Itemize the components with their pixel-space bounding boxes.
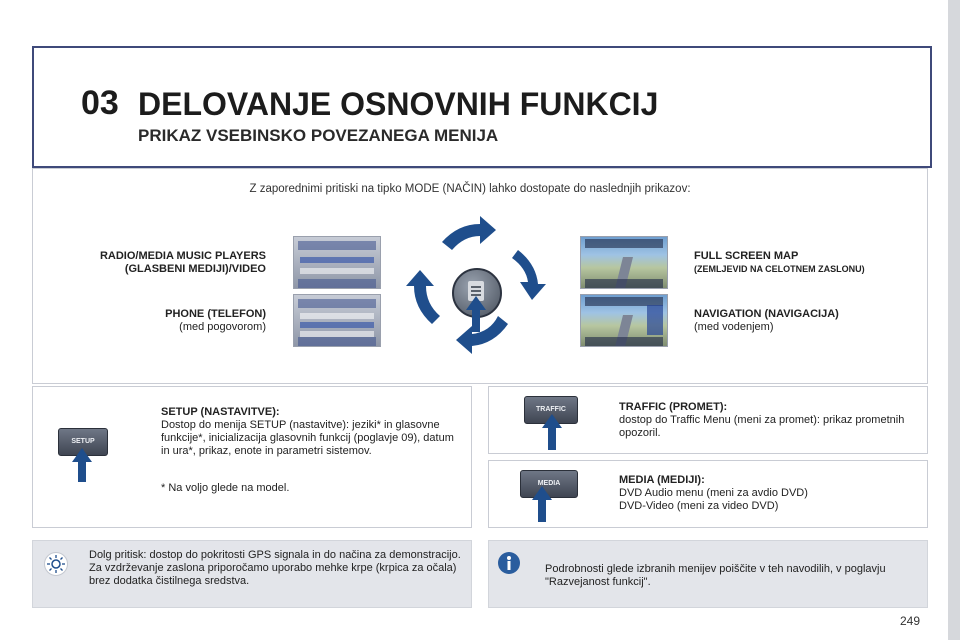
setup-footnote: * Na voljo glede na model. [161,482,290,494]
tip-note-text [89,549,461,588]
press-arrow-icon [466,296,486,332]
info-icon [498,552,520,574]
setup-text: Dostop do menija SETUP (nastavitve): jeziki* in glasovne funkcije*, inicializacija glasovnih funkcij (poglavje 09), datum in ura*, prikaz, enote in parametri sistemov. [161,419,454,457]
intro-text: Z zaporednimi pritiski na tipko MODE (NAČIN) lahko dostopate do naslednjih prikazov: [249,183,691,195]
radio-media-subtitle: (GLASBENI MEDIJI)/VIDEO [124,263,266,275]
tip-note-line-2: Za vzdrževanje zaslona priporočamo uporabo mehke krpe (krpica za očala) brez dodatka čistilnega sredstva. [89,562,457,587]
map-subtitle: (ZEMLJEVID NA CELOTNEM ZASLONU) [694,264,865,274]
media-line-2: DVD-Video (meni za video DVD) [619,500,779,512]
page-subtitle: PRIKAZ VSEBINSKO POVEZANEGA MENIJA [138,126,499,145]
tip-note-line-1: Dolg pritisk: dostop do pokritosti GPS signala in do načina za demonstracijo. [89,549,461,561]
traffic-text: dostop do Traffic Menu (meni za promet): prikaz prometnih opozoril. [619,414,905,439]
phone-screen-thumbnail [293,294,381,347]
info-note-text: Podrobnosti glede izbranih menijev poiščite v teh navodilih, v poglavju "Razvejanost funkcij". [545,563,886,588]
page-number: 249 [900,614,921,628]
media-title: MEDIA (MEDIJI): [619,474,705,486]
full-screen-map-thumbnail [580,236,668,289]
navigation-subtitle: (med vodenjem) [694,321,774,333]
setup-description [161,406,457,458]
radio-screen-thumbnail [293,236,381,289]
traffic-description [619,401,915,440]
page-edge [948,0,960,640]
navigation-label [694,308,914,334]
traffic-key: TRAFFIC [524,396,578,424]
chapter-number: 03 [81,84,119,122]
press-arrow-icon [542,414,562,450]
navigation-title: NAVIGATION (NAVIGACIJA) [694,308,839,320]
phone-label [40,308,266,334]
map-label [694,250,914,276]
media-key: MEDIA [520,470,578,498]
radio-media-label [40,250,266,276]
phone-subtitle: (med pogovorom) [179,321,266,333]
setup-title: SETUP (NASTAVITVE): [161,406,280,418]
map-title: FULL SCREEN MAP [694,250,799,262]
navigation-thumbnail [580,294,668,347]
sun-icon [44,552,68,576]
press-arrow-icon [532,486,552,522]
phone-title: PHONE (TELEFON) [165,308,266,320]
media-description [619,474,915,513]
page-title: DELOVANJE OSNOVNIH FUNKCIJ [138,86,659,122]
radio-media-title: RADIO/MEDIA MUSIC PLAYERS [99,250,266,262]
traffic-title: TRAFFIC (PROMET): [619,401,728,413]
press-arrow-icon [72,448,92,482]
media-line-1: DVD Audio menu (meni za avdio DVD) [619,487,808,499]
setup-key: SETUP [58,428,108,456]
